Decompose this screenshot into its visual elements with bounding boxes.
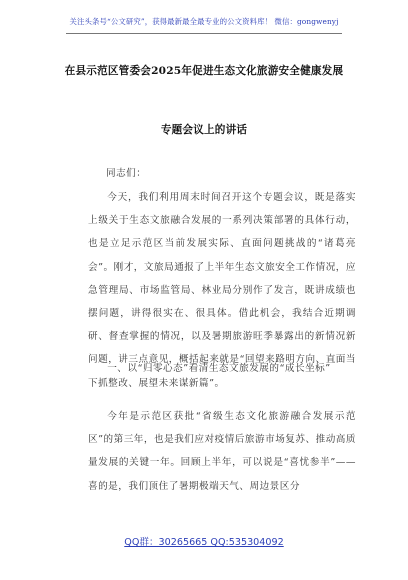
header-divider <box>66 33 342 34</box>
greeting: 同志们： <box>106 168 147 179</box>
section-heading: 一、以“归零心态”看清生态文旅发展的“成长坐标” <box>107 363 331 374</box>
body-paragraph: 今年是示范区获批“省级生态文化旅游融合发展示范区”的第三年，也是我们应对疫情后旅游市场复苏、推动高质量发展的关键一年。回顾上半年，可以说是“喜忧参半”——喜的是，我们顶住了暑期极端天气、周边景区分 <box>88 411 356 492</box>
footer-contact: QQ群：30265665 QQ:535304092 <box>124 537 284 548</box>
header-banner: 关注头条号“公文研究”，获得最新最全最专业的公文资料库！ 微信：gongwenyj <box>69 17 339 26</box>
body-paragraph: 今天，我们利用周末时间召开这个专题会议，既是落实上级关于生态文旅融合发展的一系列决策部署的具体行动，也是立足示范区当前发展实际、直面问题挑战的“诸葛亮会”。刚才，文旅局通报了上半年生态文旅安全工作情况，应急管理局、市场监管局、林业局分别作了发言，既讲成绩也摆问题，讲得很实在、很具体。借此机会，我结合近期调研、督查掌握的情况，以及暑期旅游旺季暴露出的新情况新问题，讲三点意见，概括起来就是“回望来路明方向、直面当下抓整改、展望未来谋新篇”。 <box>88 192 356 389</box>
document-title: 在县示范区管委会2025年促进生态文化旅游安全健康发展 <box>64 65 344 77</box>
document-subtitle: 专题会议上的讲话 <box>160 124 248 136</box>
